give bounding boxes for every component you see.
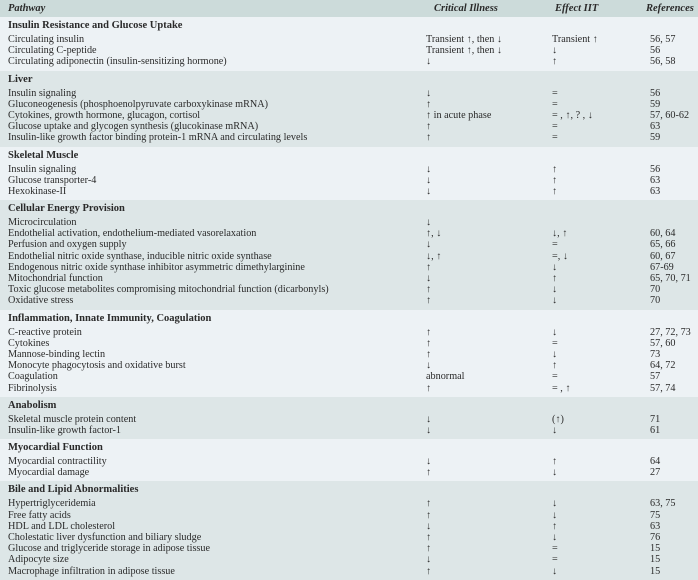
references-cell: 60, 64 — [650, 228, 676, 240]
table-section — [0, 439, 698, 481]
effect-iit-cell: ↑ — [552, 360, 558, 372]
pathway-cell: Adipocyte size — [8, 554, 69, 566]
effect-iit-cell: ↑ — [552, 185, 558, 197]
critical-illness-cell: ↓ — [426, 174, 432, 186]
pathway-cell: Monocyte phagocytosis and oxidative burst — [8, 360, 186, 372]
references-cell: 67-69 — [650, 261, 674, 273]
pathway-cell: Mannose-binding lectin — [8, 348, 106, 360]
critical-illness-cell: ↓ — [426, 87, 432, 99]
effect-iit-cell: ↓ — [552, 284, 558, 296]
effect-iit-cell: ↓ — [552, 326, 558, 338]
table-row — [0, 239, 698, 250]
table-row — [0, 371, 698, 382]
table-row — [0, 228, 698, 239]
table-row — [0, 273, 698, 284]
table-row — [0, 45, 698, 56]
critical-illness-cell: ↑ — [426, 565, 432, 577]
table-row — [0, 132, 698, 143]
effect-iit-cell: ↓ — [552, 295, 558, 307]
pathway-cell: Myocardial damage — [8, 467, 90, 479]
effect-iit-cell: ↓ — [552, 532, 558, 543]
critical-illness-cell: ↓ — [426, 217, 432, 229]
references-cell: 65, 70, 71 — [650, 273, 691, 284]
table-row — [0, 327, 698, 338]
references-cell: 63 — [650, 121, 661, 133]
critical-illness-cell: abnormal — [426, 371, 465, 383]
table-row — [0, 295, 698, 306]
references-cell: 75 — [650, 509, 661, 521]
effect-iit-cell: ↓ — [552, 509, 558, 521]
effect-iit-cell: = — [552, 543, 558, 555]
references-cell: 63 — [650, 174, 661, 186]
critical-illness-cell: ↑ — [426, 337, 432, 349]
critical-illness-cell: ↑ — [426, 326, 432, 338]
references-cell: 59 — [650, 132, 661, 144]
pathway-cell: Insulin signaling — [8, 87, 77, 99]
references-cell: 57 — [650, 371, 661, 383]
effect-iit-cell: ↑ — [552, 456, 558, 468]
table-section — [0, 200, 698, 310]
table-row — [0, 34, 698, 45]
table-row — [0, 121, 698, 132]
pathway-cell: Circulating adiponectin (insulin-sensitizing hormone) — [8, 56, 227, 68]
references-cell: 27 — [650, 467, 661, 479]
table-row — [0, 99, 698, 110]
references-cell: 56 — [650, 163, 661, 175]
pathway-cell: Skeletal muscle protein content — [8, 413, 137, 425]
references-cell: 15 — [650, 554, 661, 566]
effect-iit-cell: = — [552, 239, 558, 251]
effect-iit-cell: = — [552, 98, 558, 110]
critical-illness-cell: ↑ — [426, 284, 432, 296]
critical-illness-cell: ↑ — [426, 295, 432, 307]
effect-iit-cell: ↓ — [552, 45, 558, 57]
critical-illness-cell: ↑ — [426, 543, 432, 555]
pathway-cell: Hypertriglyceridemia — [8, 498, 96, 510]
table-row — [0, 217, 698, 228]
pathway-cell: C-reactive protein — [8, 326, 82, 338]
pathway-cell: Endogenous nitric oxide synthase inhibitor asymmetric dimethylarginine — [8, 261, 305, 273]
effect-iit-cell: = — [552, 371, 558, 383]
effect-iit-cell: ↓ — [552, 498, 558, 510]
pathway-cell: Microcirculation — [8, 217, 77, 229]
critical-illness-cell: Transient ↑, then ↓ — [426, 45, 503, 57]
table-row — [0, 543, 698, 554]
effect-iit-cell: ↓ — [552, 348, 558, 360]
pathway-cell: Free fatty acids — [8, 509, 71, 521]
table-row — [0, 349, 698, 360]
critical-illness-cell: ↓ — [426, 520, 432, 532]
table-row — [0, 56, 698, 67]
critical-illness-cell: ↑ — [426, 132, 432, 144]
pathway-cell: Glucose and triglyceride storage in adipose tissue — [8, 543, 210, 555]
pathway-cell: Hexokinase-II — [8, 185, 67, 197]
table-row — [0, 110, 698, 121]
critical-illness-cell: ↑ — [426, 382, 432, 394]
references-cell: 27, 72, 73 — [650, 326, 691, 338]
pathway-cell: Glucose transporter-4 — [8, 174, 97, 186]
pathway-cell: HDL and LDL cholesterol — [8, 520, 116, 532]
critical-illness-cell: ↓ — [426, 554, 432, 566]
table-row — [0, 175, 698, 186]
references-cell: 57, 60-62 — [650, 109, 690, 121]
section-title: Anabolism — [8, 399, 57, 411]
references-cell: 59 — [650, 98, 661, 110]
critical-illness-cell: ↓ — [426, 456, 432, 468]
pathway-cell: Insulin-like growth factor binding protein-1 mRNA and circulating levels — [8, 132, 308, 144]
section-title: Myocardial Function — [8, 442, 103, 454]
effect-iit-cell: =, ↓ — [552, 250, 568, 262]
references-cell: 76 — [650, 532, 661, 543]
references-cell: 56 — [650, 45, 661, 57]
table-row — [0, 262, 698, 273]
critical-illness-cell: ↓ — [426, 185, 432, 197]
critical-illness-cell: ↑ — [426, 348, 432, 360]
effect-iit-cell: ↓, ↑ — [552, 228, 568, 240]
pathway-cell: Cholestatic liver dysfunction and biliary sludge — [8, 532, 202, 543]
references-cell: 60, 67 — [650, 250, 676, 262]
pathway-cell: Oxidative stress — [8, 295, 74, 307]
references-cell: 64, 72 — [650, 360, 676, 372]
table-row — [0, 186, 698, 197]
critical-illness-cell: ↑ — [426, 261, 432, 273]
table-row — [0, 164, 698, 175]
table-header — [0, 0, 698, 17]
header-effect-iit: Effect IIT — [555, 3, 599, 14]
table-row — [0, 510, 698, 521]
effect-iit-cell: ↑ — [552, 273, 558, 284]
effect-iit-cell: = — [552, 554, 558, 566]
table-section — [0, 310, 698, 397]
table-row — [0, 467, 698, 478]
header-references: References — [646, 3, 694, 14]
effect-iit-cell: = — [552, 121, 558, 133]
section-title: Bile and Lipid Abnormalities — [8, 484, 139, 496]
critical-illness-cell: ↑ — [426, 509, 432, 521]
effect-iit-cell: ↓ — [552, 565, 558, 577]
table-row — [0, 521, 698, 532]
effect-iit-cell: = , ↑ — [552, 382, 571, 394]
references-cell: 15 — [650, 565, 661, 577]
table-row — [0, 425, 698, 436]
references-cell: 63 — [650, 185, 661, 197]
section-title: Liver — [8, 73, 33, 85]
header-pathway: Pathway — [8, 3, 46, 14]
section-title: Cellular Energy Provision — [8, 203, 125, 215]
critical-illness-cell: ↑ — [426, 532, 432, 543]
critical-illness-cell: ↑ — [426, 498, 432, 510]
critical-illness-cell: ↓ — [426, 424, 432, 436]
effect-iit-cell: = — [552, 87, 558, 99]
pathway-cell: Cytokines — [8, 337, 50, 349]
references-cell: 71 — [650, 413, 661, 425]
table-row — [0, 251, 698, 262]
pathway-cell: Circulating C-peptide — [8, 45, 97, 57]
critical-illness-cell: ↑ in acute phase — [426, 109, 492, 121]
effect-iit-cell: = , ↑, ? , ↓ — [552, 109, 593, 121]
critical-illness-cell: ↑ — [426, 121, 432, 133]
effect-iit-cell: ↓ — [552, 424, 558, 436]
table-row — [0, 532, 698, 543]
effect-iit-cell: Transient ↑ — [552, 34, 598, 45]
critical-illness-cell: ↓ — [426, 360, 432, 372]
table-row — [0, 383, 698, 394]
pathway-cell: Glucose uptake and glycogen synthesis (glucokinase mRNA) — [8, 121, 259, 133]
references-cell: 15 — [650, 543, 661, 555]
references-cell: 56, 57 — [650, 34, 676, 45]
critical-illness-cell: ↓ — [426, 273, 432, 284]
critical-illness-cell: ↑ — [426, 467, 432, 479]
table-row — [0, 88, 698, 99]
references-cell: 56, 58 — [650, 56, 676, 68]
effect-iit-cell: ↑ — [552, 163, 558, 175]
table-row — [0, 566, 698, 577]
pathway-cell: Mitochondrial function — [8, 273, 103, 284]
pathway-cell: Myocardial contractility — [8, 456, 107, 468]
header-critical-illness: Critical Illness — [434, 3, 498, 14]
pathway-cell: Toxic glucose metabolites compromising mitochondrial function (dicarbonyls) — [8, 284, 329, 296]
table-row — [0, 338, 698, 349]
pathway-cell: Endothelial nitric oxide synthase, inducible nitric oxide synthase — [8, 250, 272, 262]
pathway-cell: Endothelial activation, endothelium-mediated vasorelaxation — [8, 228, 257, 240]
pathway-cell: Insulin-like growth factor-1 — [8, 424, 121, 436]
references-cell: 63, 75 — [650, 498, 676, 510]
references-cell: 57, 60 — [650, 337, 676, 349]
table-row — [0, 498, 698, 509]
references-cell: 56 — [650, 87, 661, 99]
critical-illness-cell: ↑, ↓ — [426, 228, 442, 240]
effect-iit-cell: ↑ — [552, 174, 558, 186]
table-body — [0, 17, 698, 580]
table-section — [0, 147, 698, 201]
critical-illness-cell: ↓ — [426, 239, 432, 251]
critical-illness-cell: ↓ — [426, 413, 432, 425]
critical-illness-cell: ↓, ↑ — [426, 250, 442, 262]
table-section — [0, 71, 698, 147]
pathway-cell: Perfusion and oxygen supply — [8, 239, 127, 251]
table-row — [0, 360, 698, 371]
effect-iit-cell: = — [552, 132, 558, 144]
pathway-cell: Macrophage infiltration in adipose tissue — [8, 565, 175, 577]
effect-iit-cell: ↑ — [552, 520, 558, 532]
effect-iit-cell: ↓ — [552, 467, 558, 479]
table-section — [0, 481, 698, 579]
pathway-cell: Coagulation — [8, 371, 58, 383]
critical-illness-cell: ↓ — [426, 56, 432, 68]
effect-iit-cell: = — [552, 337, 558, 349]
references-cell: 70 — [650, 295, 661, 307]
critical-illness-cell: ↓ — [426, 163, 432, 175]
references-cell: 63 — [650, 520, 661, 532]
pathway-cell: Insulin signaling — [8, 163, 77, 175]
references-cell: 70 — [650, 284, 661, 296]
references-cell: 65, 66 — [650, 239, 676, 251]
pathway-cell: Gluconeogenesis (phosphoenolpyruvate carboxykinase mRNA) — [8, 98, 269, 110]
pathway-cell: Cytokines, growth hormone, glucagon, cortisol — [8, 109, 201, 121]
references-cell: 73 — [650, 348, 661, 360]
section-title: Skeletal Muscle — [8, 149, 79, 161]
references-cell: 61 — [650, 424, 661, 436]
table-row — [0, 284, 698, 295]
section-title: Insulin Resistance and Glucose Uptake — [8, 20, 183, 31]
references-cell: 64 — [650, 456, 661, 468]
table-row — [0, 414, 698, 425]
references-cell: 57, 74 — [650, 382, 676, 394]
effect-iit-cell: ↑ — [552, 56, 558, 68]
table-row — [0, 456, 698, 467]
section-title: Inflammation, Innate Immunity, Coagulation — [8, 312, 212, 324]
table-row — [0, 554, 698, 565]
table-section — [0, 17, 698, 71]
pathway-cell: Circulating insulin — [8, 34, 85, 45]
effect-iit-cell: ↓ — [552, 261, 558, 273]
critical-illness-cell: ↑ — [426, 98, 432, 110]
pathway-cell: Fibrinolysis — [8, 382, 57, 394]
effect-iit-cell: (↑) — [552, 413, 564, 425]
table-section — [0, 397, 698, 439]
critical-illness-cell: Transient ↑, then ↓ — [426, 34, 503, 45]
